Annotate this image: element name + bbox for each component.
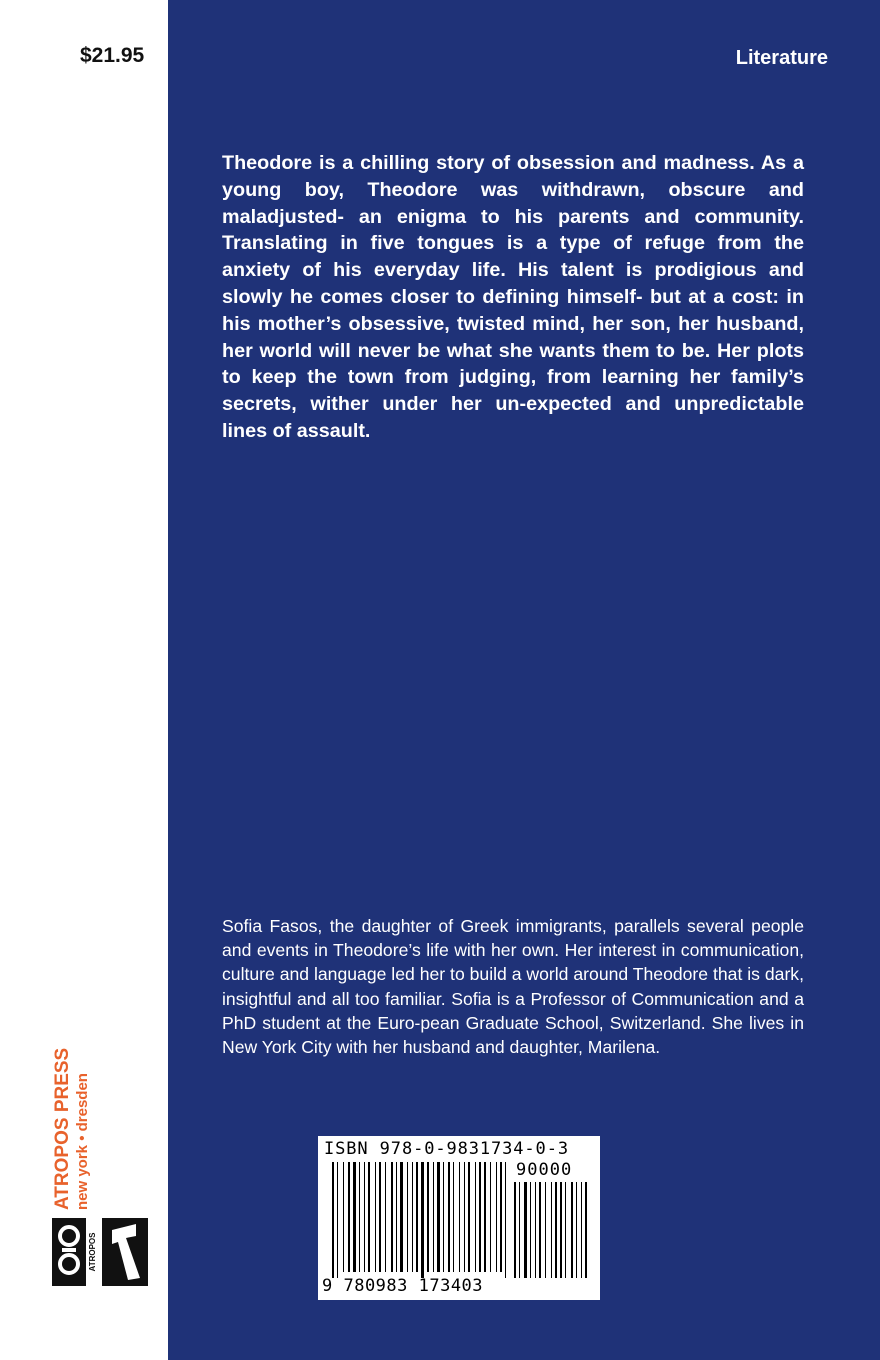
publisher-imprint [52,1040,112,1210]
ean-number: 9 780983 173403 [322,1276,484,1296]
publisher-cities: new york • dresden [74,1073,91,1210]
book-blurb: Theodore is a chilling story of obsession and madness. As a young boy, Theodore was withdrawn, obscure and maladjusted- an enigma to his parents and community. Translating in five tongues is a type of refuge from the anxiety of his everyday life. His talent is prodigious and slowly he comes closer to defining himself- but at a cost: in his mother’s obsessive, twisted mind, her son, her husband, her world will never be what she wants them to be. Her plots to keep the town from judging, from learning her family’s secrets, wither under her un-expected and unpredictable lines of assault. [222,152,804,442]
atropos-logo-icon [52,1218,148,1286]
isbn-barcode [318,1136,600,1300]
author-bio: Sofia Fasos, the daughter of Greek immigrants, parallels several people and events in Theodore’s life with her own. Her interest in communication, culture and language led her to build a world around Theodore that is dark, insightful and all too familiar. Sofia is a Professor of Communication and a PhD student at the Euro-pean Graduate School, Switzerland. She lives in New York City with her husband and daughter, Marilena. [222,916,804,1058]
logo-text: ATROPOS [88,1232,97,1272]
price-label: $21.95 [80,44,145,67]
spine-strip [0,0,168,1360]
genre-label: Literature [735,47,828,69]
price-addon-number: 90000 [516,1160,573,1180]
isbn-number: ISBN 978-0-9831734-0-3 [324,1139,569,1159]
publisher-name: ATROPOS PRESS [52,1047,73,1210]
publisher-logo [52,1218,148,1286]
